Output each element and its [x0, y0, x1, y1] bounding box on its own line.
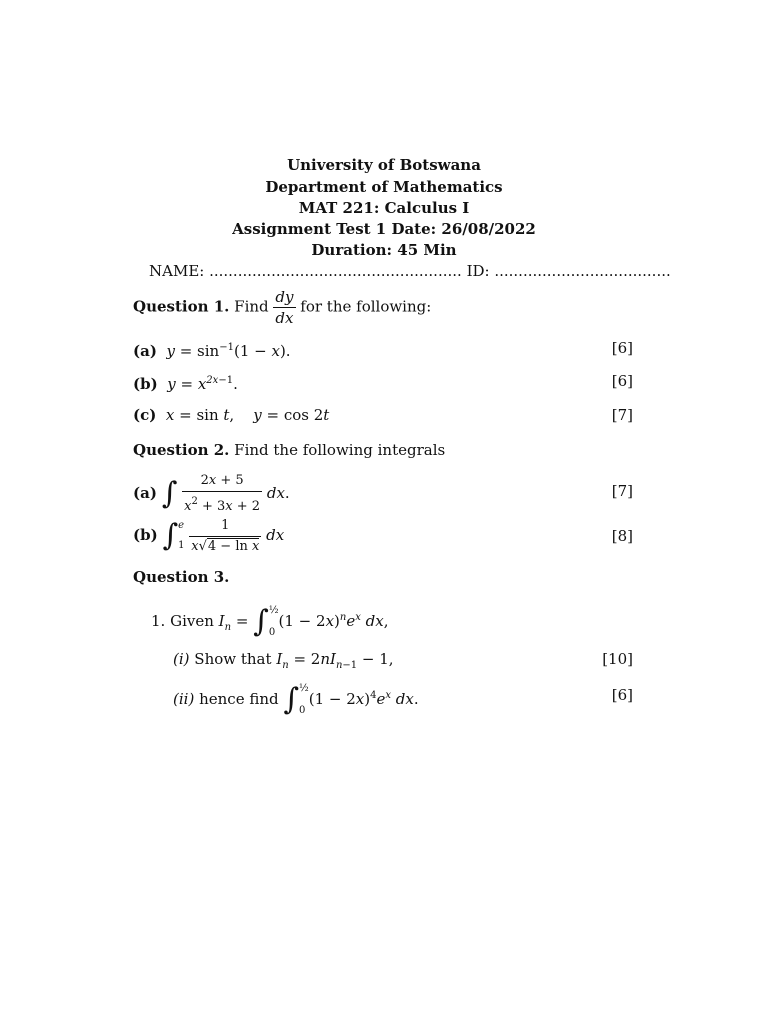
question-1-heading — [133, 288, 431, 327]
question-1a — [133, 339, 291, 360]
sub-label: (i) — [173, 650, 190, 668]
question-1b — [133, 372, 238, 393]
question-1b-expression: $y = x^{2x-1}$. — [167, 375, 238, 393]
part-label: (b) — [133, 375, 158, 393]
derivative-numerator: dy — [275, 288, 294, 306]
question-2b-fraction: $\frac{1}{\text{x√4 − ln x}}$ — [191, 517, 260, 554]
question-3-part-ii — [173, 678, 419, 722]
question-2a: (a) ∫ $\frac{2x + 5}{x^2 + 3x + 2}$ dx. — [133, 473, 290, 514]
question-1c-expression: x = sin t, y = cos 2t — [165, 406, 330, 424]
name-id-line: NAME: ..................................................... ID: ..................................... — [149, 262, 671, 280]
derivative-denominator: dx — [273, 307, 295, 327]
question-2-heading — [133, 441, 445, 459]
question-2b-marks: [8] — [611, 527, 633, 545]
question-3-part-ii-marks: [6] — [611, 686, 633, 704]
question-1-rest: for the following: — [300, 297, 432, 316]
sub-i-text: Show that — [194, 650, 272, 668]
sub-ii-expression: ∫½ $0(1 - 2x)^4e^x$ dx. — [283, 682, 419, 717]
part-label: (a) — [133, 484, 157, 502]
question-1-find: Find — [234, 297, 269, 316]
given-text: Given — [170, 612, 214, 630]
question-1b-marks: [6] — [611, 372, 633, 390]
part-label: (a) — [133, 342, 157, 360]
question-1c — [133, 406, 329, 424]
question-2-title: Question 2. — [133, 441, 230, 459]
given-expression: $I_n$ = ∫½ $0(1 - 2x)^ne^x$ dx, — [218, 604, 389, 639]
part-label: (c) — [133, 406, 157, 424]
question-3-part-i — [173, 650, 394, 675]
question-2b: (b) ∫e 1 $\frac{1}{\text{x√4 − ln x}}$ dx — [133, 517, 285, 554]
sub-ii-text: hence find — [199, 690, 279, 708]
question-1c-marks: [7] — [611, 406, 633, 424]
part-label: (b) — [133, 526, 158, 544]
integral-sign: ∫ — [162, 518, 179, 553]
derivative-fraction — [273, 288, 295, 327]
question-2-text: Find the following integrals — [234, 441, 446, 459]
integral-sign: ∫ — [161, 476, 178, 511]
question-2a-marks: [7] — [611, 482, 633, 500]
department-title: Department of Mathematics — [265, 178, 503, 196]
item-number: 1. — [151, 612, 166, 630]
test-date: Assignment Test 1 Date: 26/08/2022 — [232, 220, 536, 238]
question-1a-expression: $y = \sin^{-1}(1 - x)$. — [166, 342, 291, 360]
duration: Duration: 45 Min — [311, 241, 457, 259]
university-title: University of Botswana — [287, 156, 481, 174]
question-2a-fraction: $\frac{2x + 5}{x^2 + 3x + 2}$ — [184, 473, 261, 514]
question-1a-marks: [6] — [611, 339, 633, 357]
question-3-title: Question 3. — [133, 568, 230, 586]
question-1-title: Question 1. — [133, 297, 230, 316]
sub-label: (ii) — [173, 690, 195, 708]
question-3-part-i-marks: [10] — [602, 650, 633, 668]
course-title: MAT 221: Calculus I — [298, 199, 470, 217]
question-3-item-1 — [151, 600, 389, 644]
sub-i-expression: $I_n = 2nI_{n-1} - 1$, — [276, 650, 394, 671]
